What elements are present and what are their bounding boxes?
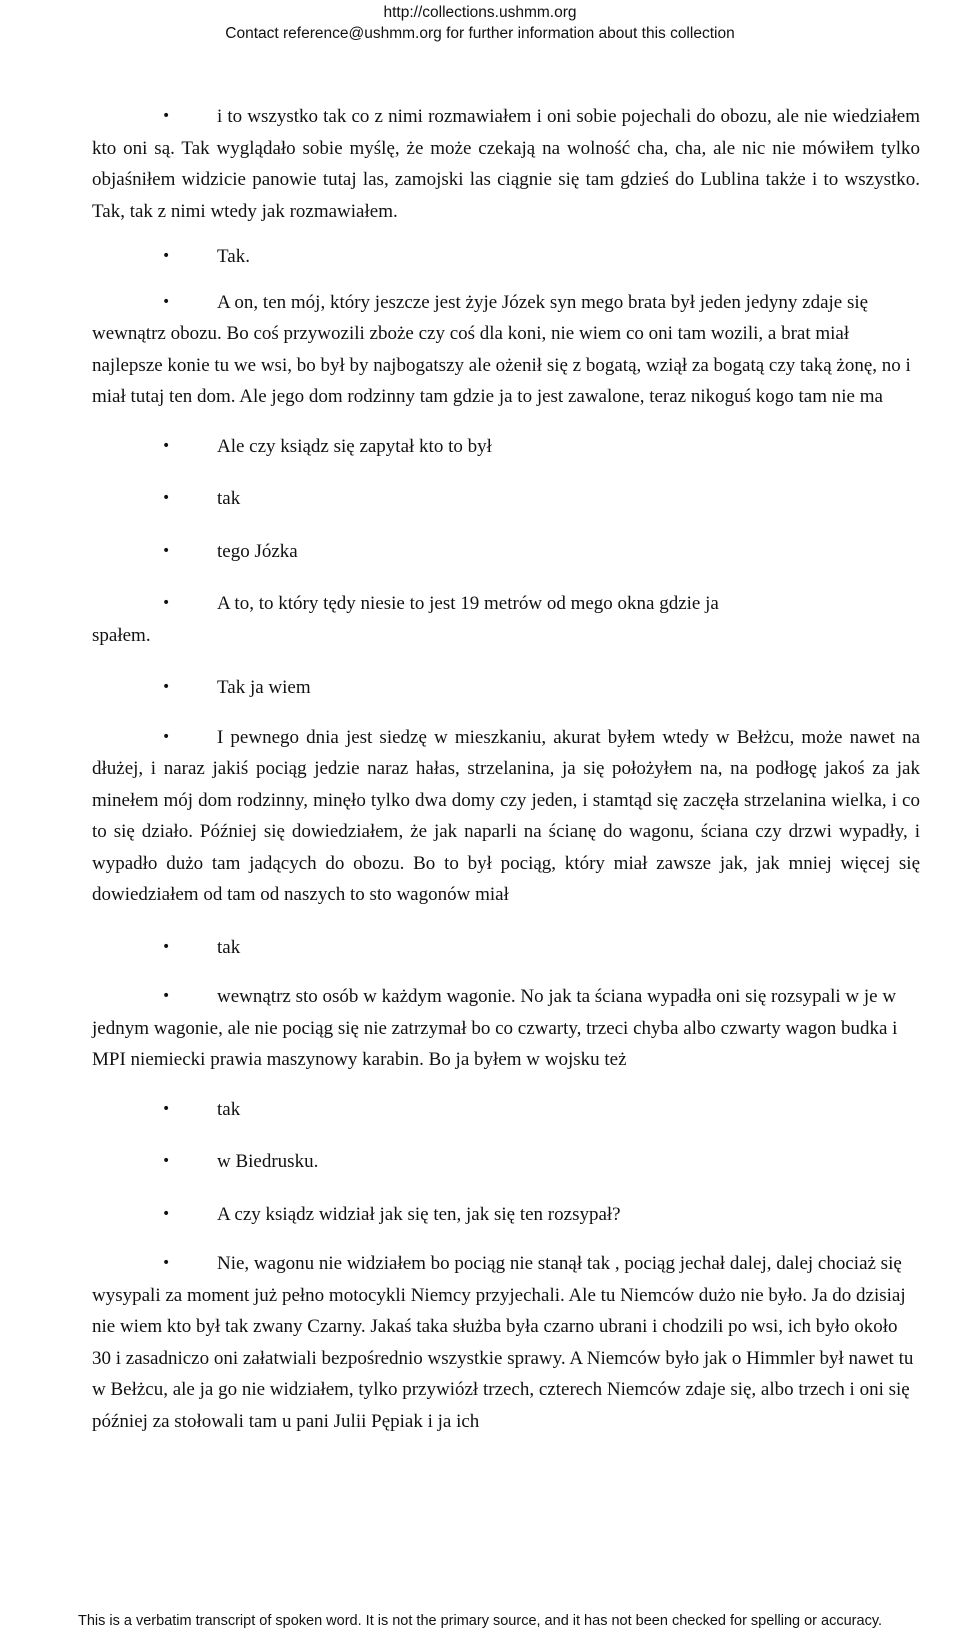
transcript-paragraph <box>92 1248 920 1437</box>
transcript-paragraph <box>92 722 920 911</box>
bullet-icon: • <box>162 1205 171 1222</box>
transcript-paragraph <box>92 241 920 273</box>
bullet-icon: • <box>162 679 171 695</box>
bullet-icon: • <box>162 595 171 611</box>
bullet-icon: • <box>162 293 171 310</box>
transcript-paragraph <box>92 101 920 227</box>
paragraph-text: w Biedrusku. <box>217 1151 319 1172</box>
transcript-paragraph <box>92 932 920 964</box>
paragraph-text: tego Józka <box>217 540 298 562</box>
paragraph-text: tak <box>217 488 241 509</box>
paragraph-text: tak <box>217 1098 241 1120</box>
paragraph-text: Tak. <box>217 246 250 267</box>
bullet-icon: • <box>162 1100 171 1117</box>
paragraph-text: A to, to który tędy niesie to jest 19 metrów od mego okna gdzie ja <box>217 593 719 614</box>
header-contact: Contact reference@ushmm.org for further information about this collection <box>225 25 735 42</box>
transcript-paragraph <box>92 1199 920 1231</box>
transcript-paragraph <box>92 1146 920 1178</box>
bullet-icon: • <box>162 542 171 559</box>
bullet-icon: • <box>162 988 171 1004</box>
bullet-icon: • <box>162 1255 171 1271</box>
page-header <box>0 0 960 44</box>
page-footer: This is a verbatim transcript of spoken word. It is not the primary source, and it has not been checked for spelling or accuracy. <box>77 1613 883 1629</box>
bullet-icon: • <box>162 248 171 264</box>
paragraph-text: Tak ja wiem <box>217 677 311 698</box>
paragraph-text: Nie, wagonu nie widziałem bo pociąg nie stanął tak , pociąg jechał dalej, dalej chociaż się wysypali za moment już pełno motocykli Niemcy przyjechali. Ale tu Niemców dużo nie było. Ja do dzisiaj nie wiem kto był tak zwany Czarny. Jakaś taka służba była czarno ubrani i chodzili po wsi, ich było około 30 i zasadniczo oni załatwiali bezpośrednio wszystkie sprawy. A Niemców było jak o Himmler był nawet tu w Bełżcu, ale ja go nie widziałem, tylko przywiózł trzech, czterech Niemców zdaje się, albo trzech i oni się później za stołowali tam u pani Julii Pępiak i ja ich <box>92 1253 914 1432</box>
bullet-icon: • <box>162 108 171 124</box>
transcript-paragraph <box>92 588 920 620</box>
transcript-paragraph <box>92 431 920 463</box>
transcript-paragraph <box>92 672 920 704</box>
paragraph-text: wewnątrz sto osób w każdym wagonie. No jak ta ściana wypadła oni się rozsypali w je w jednym wagonie, ale nie pociąg się nie zatrzymał bo co czwarty, trzeci chyba albo czwarty wagon budka i MPI niemiecki prawia maszynowy karabin. Bo ja byłem w wojsku też <box>92 986 898 1070</box>
paragraph-text: Ale czy ksiądz się zapytał kto to był <box>217 435 492 457</box>
transcript-body <box>92 101 920 1437</box>
bullet-icon: • <box>162 728 171 745</box>
bullet-icon: • <box>162 938 171 955</box>
paragraph-text: A czy ksiądz widział jak się ten, jak się ten rozsypał? <box>217 1203 621 1225</box>
transcript-paragraph <box>92 1094 920 1126</box>
transcript-paragraph <box>92 287 920 413</box>
bullet-icon: • <box>162 490 171 506</box>
continuation-line: spałem. <box>92 624 151 646</box>
paragraph-text: A on, ten mój, który jeszcze jest żyje Józek syn mego brata był jeden jedyny zdaje się wewnątrz obozu. Bo coś przywozili zboże czy coś dla koni, nie wiem co oni tam wozili, a brat miał najlepsze konie tu we wsi, bo był by najbogatszy ale ożenił się z bogatą, wziął za bogatą czy taką żonę, no i miał tutaj ten dom. Ale jego dom rodzinny tam gdzie ja to jest zawalone, teraz nikoguś kogo tam nie ma <box>92 291 911 407</box>
header-url[interactable]: http://collections.ushmm.org <box>383 4 577 21</box>
paragraph-text: I pewnego dnia jest siedzę w mieszkaniu, akurat byłem wtedy w Bełżcu, może nawet na dłużej, i naraz jakiś pociąg jedzie naraz hałas, strzelanina, ja się położyłem na, na podłogę jakoś za jak minełem mój dom rodzinny, minęło tylko dwa domy czy jeden, i stamtąd się zaczęła strzelanina wielka, i co to się działo. Później się dowiedziałem, że jak naparli na ścianę do wagonu, ściana czy drzwi wypadły, i wypadło dużo tam jadących do obozu. Bo to był pociąg, który miał zawsze jak, jak mniej więcej się dowiedziałem od tam od naszych to sto wagonów miał <box>92 726 920 905</box>
paragraph-text: i to wszystko tak co z nimi rozmawiałem i oni sobie pojechali do obozu, ale nie wiedziałem kto oni są. Tak wyglądało sobie myślę, że może czekają na wolność cha, cha, ale nic nie mówiłem tylko objaśniłem widzicie panowie tutaj las, zamojski las ciągnie się tam gdzieś do Lublina także i to wszystko. Tak, tak z nimi wtedy jak rozmawiałem. <box>92 106 920 222</box>
transcript-paragraph <box>92 981 920 1076</box>
paragraph-text: tak <box>217 936 241 958</box>
transcript-paragraph <box>92 536 920 568</box>
transcript-paragraph <box>92 483 920 515</box>
bullet-icon: • <box>162 1153 171 1169</box>
bullet-icon: • <box>162 437 171 454</box>
